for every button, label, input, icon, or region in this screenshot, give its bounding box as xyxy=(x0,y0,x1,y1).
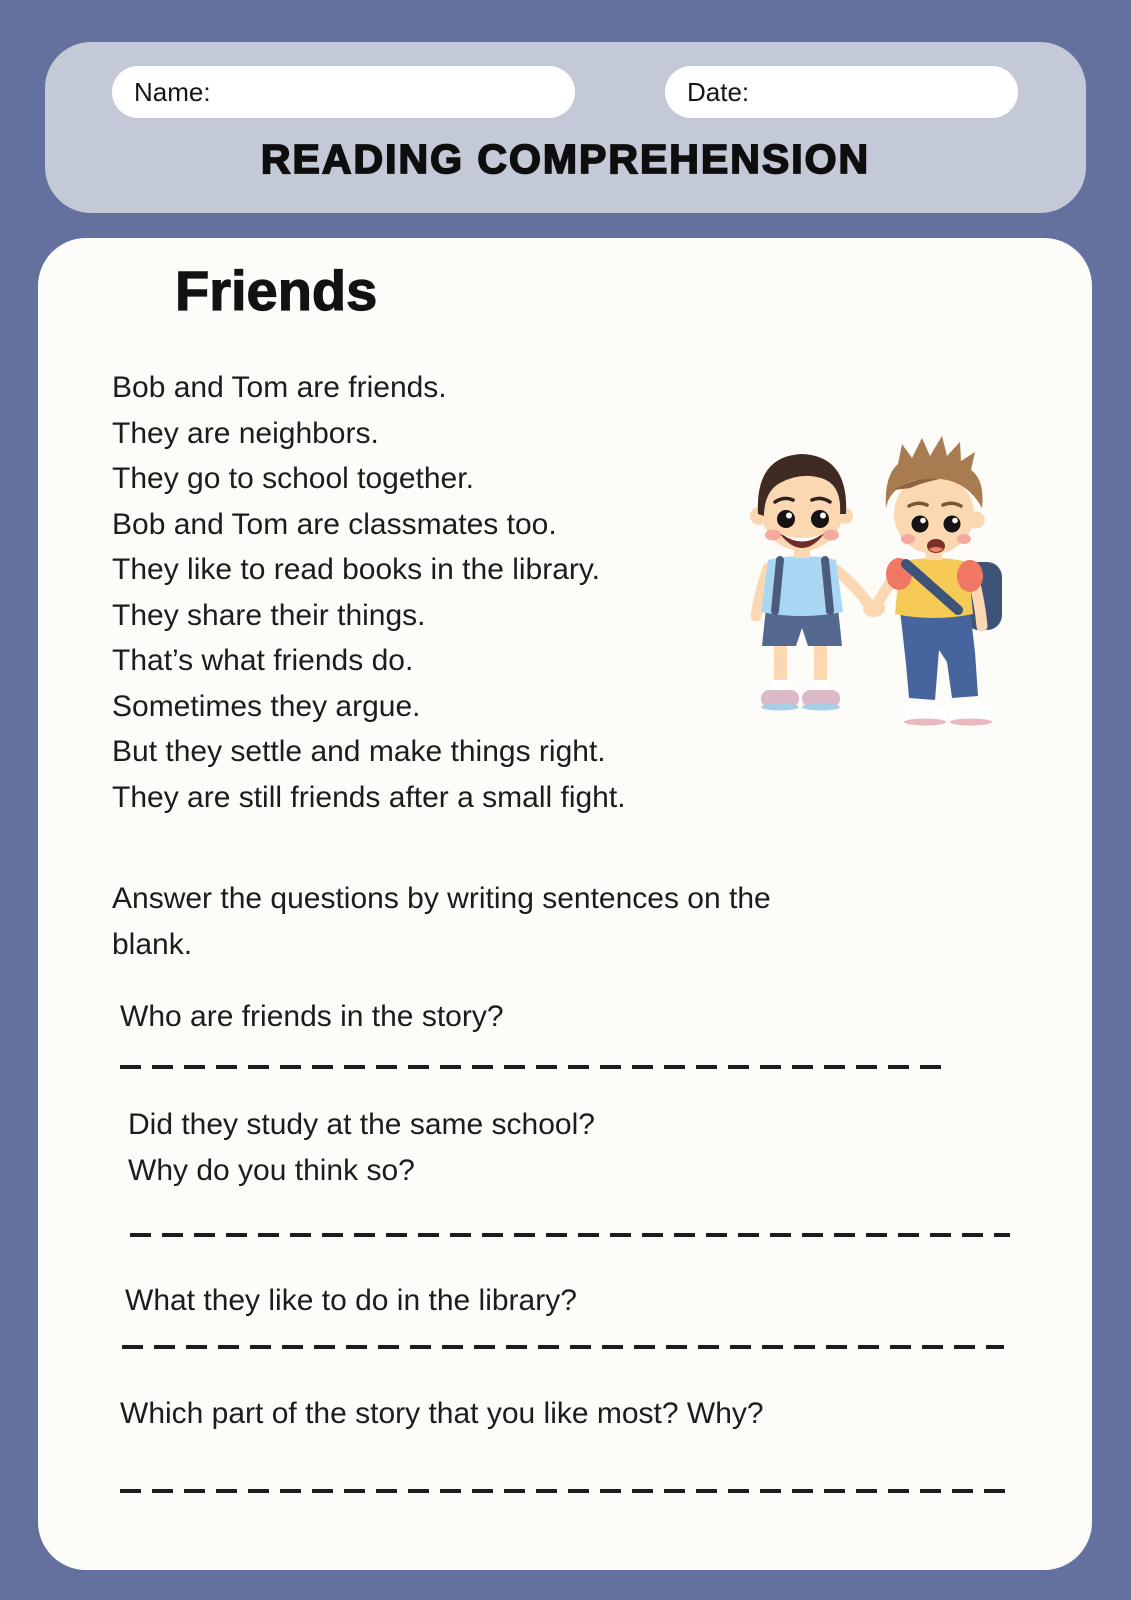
answer-line-3[interactable] xyxy=(122,1345,1004,1349)
instruction-line: Answer the questions by writing sentences on the xyxy=(112,882,771,915)
boy-yellow-shirt xyxy=(863,436,1002,726)
question-line: Who are friends in the story? xyxy=(120,1000,504,1033)
boy-blue-shirt xyxy=(750,454,870,711)
story-line: Sometimes they argue. xyxy=(112,689,421,723)
answer-line-4[interactable] xyxy=(120,1489,1008,1493)
question-1 xyxy=(120,994,504,1040)
story-line: They are neighbors. xyxy=(112,416,379,450)
story-line: They like to read books in the library. xyxy=(112,553,601,586)
header-card xyxy=(45,42,1086,213)
story-line: They share their things. xyxy=(112,598,426,632)
question-line: Did they study at the same school? xyxy=(128,1108,595,1141)
story-line: Bob and Tom are classmates too. xyxy=(112,507,557,541)
question-line: Which part of the story that you like most? Why? xyxy=(120,1397,764,1430)
worksheet-heading: READING COMPREHENSION xyxy=(260,136,871,182)
question-line: Why do you think so? xyxy=(128,1154,415,1187)
story-line: They are still friends after a small fight. xyxy=(112,780,626,814)
story-line: Bob and Tom are friends. xyxy=(112,371,447,404)
story-title: Friends xyxy=(175,259,378,322)
question-4 xyxy=(120,1391,764,1437)
worksheet-card xyxy=(38,238,1092,1570)
answer-line-1[interactable] xyxy=(120,1065,944,1069)
question-3 xyxy=(125,1278,577,1324)
name-label: Name: xyxy=(134,76,211,107)
date-label: Date: xyxy=(687,76,750,107)
question-line: What they like to do in the library? xyxy=(125,1284,577,1317)
date-field[interactable] xyxy=(665,66,1018,118)
friends-illustration xyxy=(728,424,1010,742)
instruction-line: blank. xyxy=(112,928,193,961)
name-field[interactable] xyxy=(112,66,575,118)
story-line: They go to school together. xyxy=(112,462,474,495)
story-line: That’s what friends do. xyxy=(112,644,414,677)
question-2 xyxy=(128,1102,595,1194)
story-line: But they settle and make things right. xyxy=(112,735,606,768)
instruction-text xyxy=(112,876,771,968)
story-text xyxy=(112,365,626,820)
answer-line-2[interactable] xyxy=(130,1233,1010,1237)
